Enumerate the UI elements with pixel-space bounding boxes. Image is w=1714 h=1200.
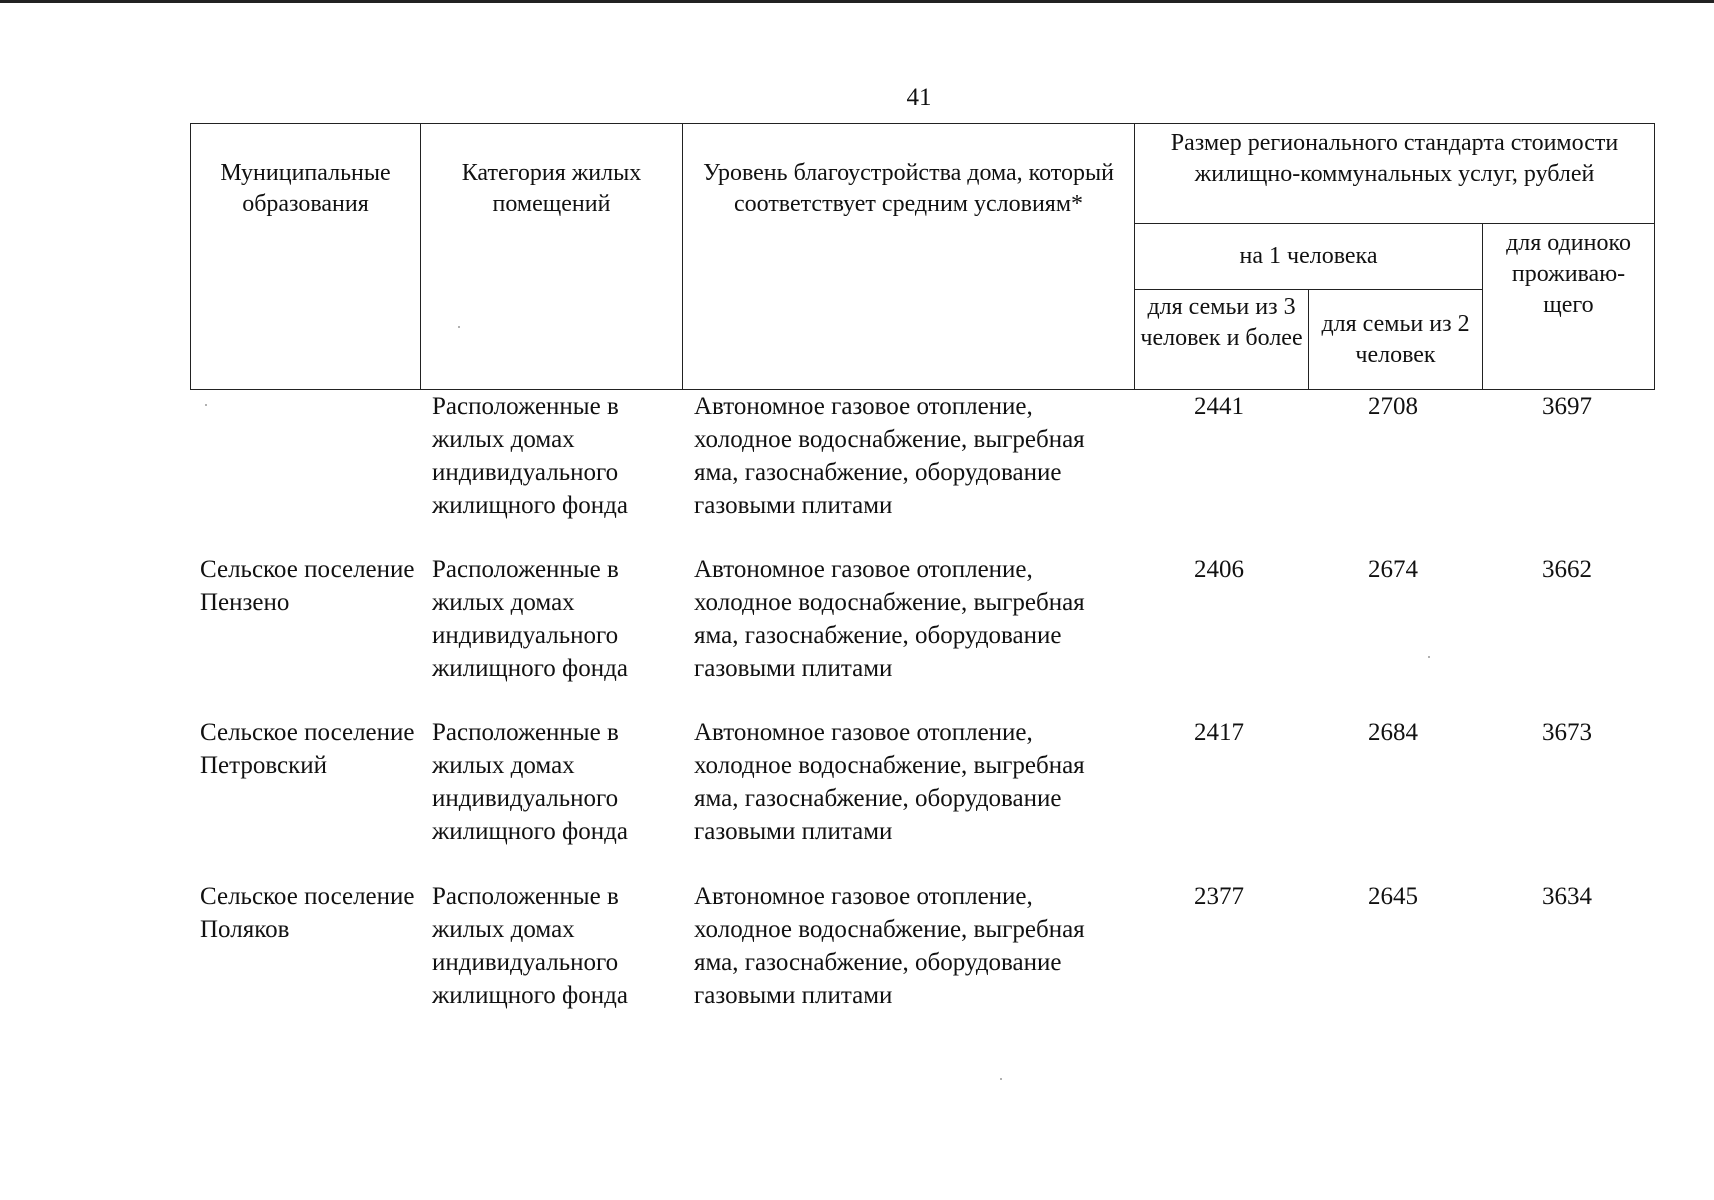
- family3-value: 2377: [1194, 883, 1244, 910]
- family3-value: 2441: [1194, 393, 1244, 420]
- header-category: Категория жилых помещений: [421, 124, 683, 390]
- header-level: Уровень благоустройства дома, который соответствует средним условиям*: [683, 124, 1135, 390]
- table-header: [190, 123, 1655, 390]
- scan-speck: [1428, 656, 1430, 658]
- family2-value: 2708: [1368, 393, 1418, 420]
- level-cell: Автономное газовое отопление, холодное водоснабжение, выгребная яма, газоснабжение, оборудование газовыми плитами: [694, 719, 1085, 845]
- header-single-living: для одиноко проживаю-щего: [1483, 224, 1655, 390]
- family2-value: 2674: [1368, 556, 1418, 583]
- single-value: 3673: [1542, 719, 1592, 746]
- municipality-cell: Сельское поселение Петровский: [200, 719, 415, 779]
- header-family-3: для семьи из 3 человек и более: [1135, 290, 1309, 390]
- category-cell: Расположенные в жилых домах индивидуального жилищного фонда: [432, 883, 628, 1009]
- top-border-line: [0, 0, 1714, 3]
- level-cell: Автономное газовое отопление, холодное водоснабжение, выгребная яма, газоснабжение, оборудование газовыми плитами: [694, 393, 1085, 519]
- scan-speck: [205, 404, 207, 406]
- level-cell: Автономное газовое отопление, холодное водоснабжение, выгребная яма, газоснабжение, оборудование газовыми плитами: [694, 556, 1085, 682]
- family2-value: 2684: [1368, 719, 1418, 746]
- municipality-cell: Сельское поселение Пензено: [200, 556, 415, 616]
- category-cell: Расположенные в жилых домах индивидуального жилищного фонда: [432, 556, 628, 682]
- header-standard-size: Размер регионального стандарта стоимости жилищно-коммунальных услуг, рублей: [1135, 124, 1655, 224]
- level-cell: Автономное газовое отопление, холодное водоснабжение, выгребная яма, газоснабжение, оборудование газовыми плитами: [694, 883, 1085, 1009]
- single-value: 3697: [1542, 393, 1592, 420]
- scan-speck: [458, 326, 460, 328]
- family3-value: 2406: [1194, 556, 1244, 583]
- header-family-2: для семьи из 2 человек: [1309, 290, 1483, 390]
- category-cell: Расположенные в жилых домах индивидуального жилищного фонда: [432, 393, 628, 519]
- header-per-person: на 1 человека: [1135, 224, 1483, 290]
- page-number: 41: [906, 84, 932, 111]
- family3-value: 2417: [1194, 719, 1244, 746]
- municipality-cell: Сельское поселение Поляков: [200, 883, 415, 943]
- family2-value: 2645: [1368, 883, 1418, 910]
- category-cell: Расположенные в жилых домах индивидуального жилищного фонда: [432, 719, 628, 845]
- header-municipalities: Муниципальные образования: [191, 124, 421, 390]
- scan-speck: [1000, 1078, 1002, 1080]
- single-value: 3634: [1542, 883, 1592, 910]
- single-value: 3662: [1542, 556, 1592, 583]
